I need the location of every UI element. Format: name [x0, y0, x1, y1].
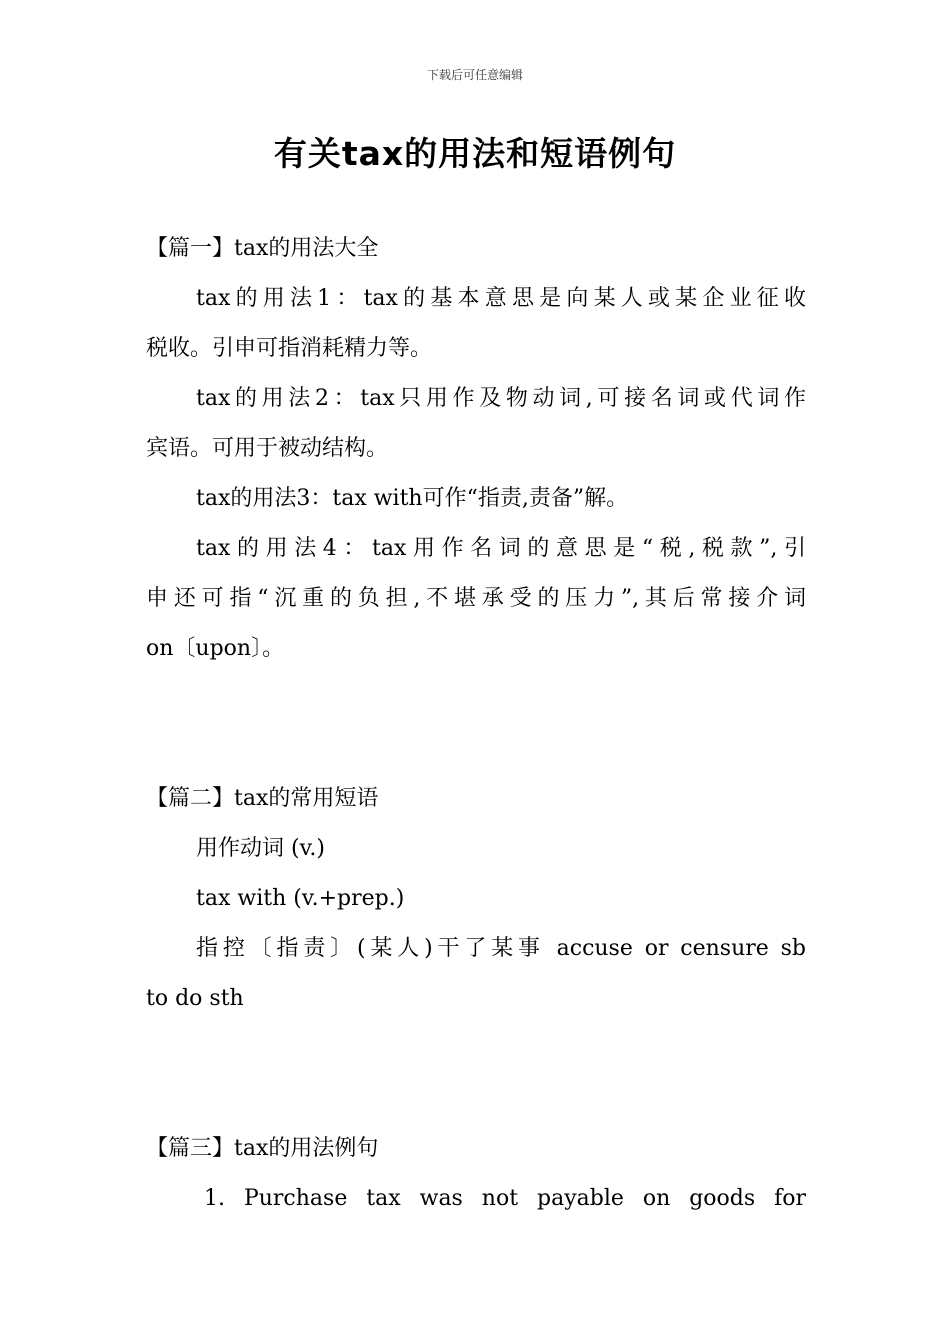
section-2-paragraph-line: 用作动词 (v.)	[196, 836, 325, 861]
document-title: 有关tax的用法和短语例句	[273, 134, 677, 173]
section-1-paragraph-line: 宾语。可用于被动结构。	[146, 436, 389, 461]
section-1-paragraph-line: tax的用法2：tax只用作及物动词,可接名词或代词作	[196, 386, 806, 411]
section-2-paragraph-line: tax with (v.+prep.)	[196, 886, 405, 911]
section-spacer	[146, 674, 806, 774]
section-1-paragraph-line: tax的用法3：tax with可作“指责,责备”解。	[196, 486, 629, 511]
section-1-paragraph-line: tax的用法1：tax的基本意思是向某人或某企业征收	[196, 286, 806, 311]
section-3-example-line: 1. Purchase tax was not payable on goods for	[204, 1186, 806, 1211]
section-2-paragraph-line: to do sth	[146, 986, 244, 1011]
section-1-heading: 【篇一】tax的用法大全	[146, 236, 379, 261]
section-2-heading: 【篇二】tax的常用短语	[146, 786, 379, 811]
section-3-heading: 【篇三】tax的用法例句	[146, 1136, 379, 1161]
section-1-paragraph-line: 税收。引申可指消耗精力等。	[146, 336, 433, 361]
section-1-paragraph-line: 申还可指“沉重的负担,不堪承受的压力”,其后常接介词	[146, 586, 806, 611]
section-2-paragraph-line: 指控〔指责〕(某人)干了某事 accuse or censure sb	[196, 936, 806, 961]
section-spacer	[146, 1024, 806, 1124]
section-1-paragraph-line: tax的用法4：tax用作名词的意思是“税,税款”,引	[196, 536, 806, 561]
document-body	[146, 224, 806, 1224]
page-header-note: 下载后可任意编辑	[426, 68, 523, 82]
section-1-paragraph-line: on〔upon〕。	[146, 636, 285, 661]
